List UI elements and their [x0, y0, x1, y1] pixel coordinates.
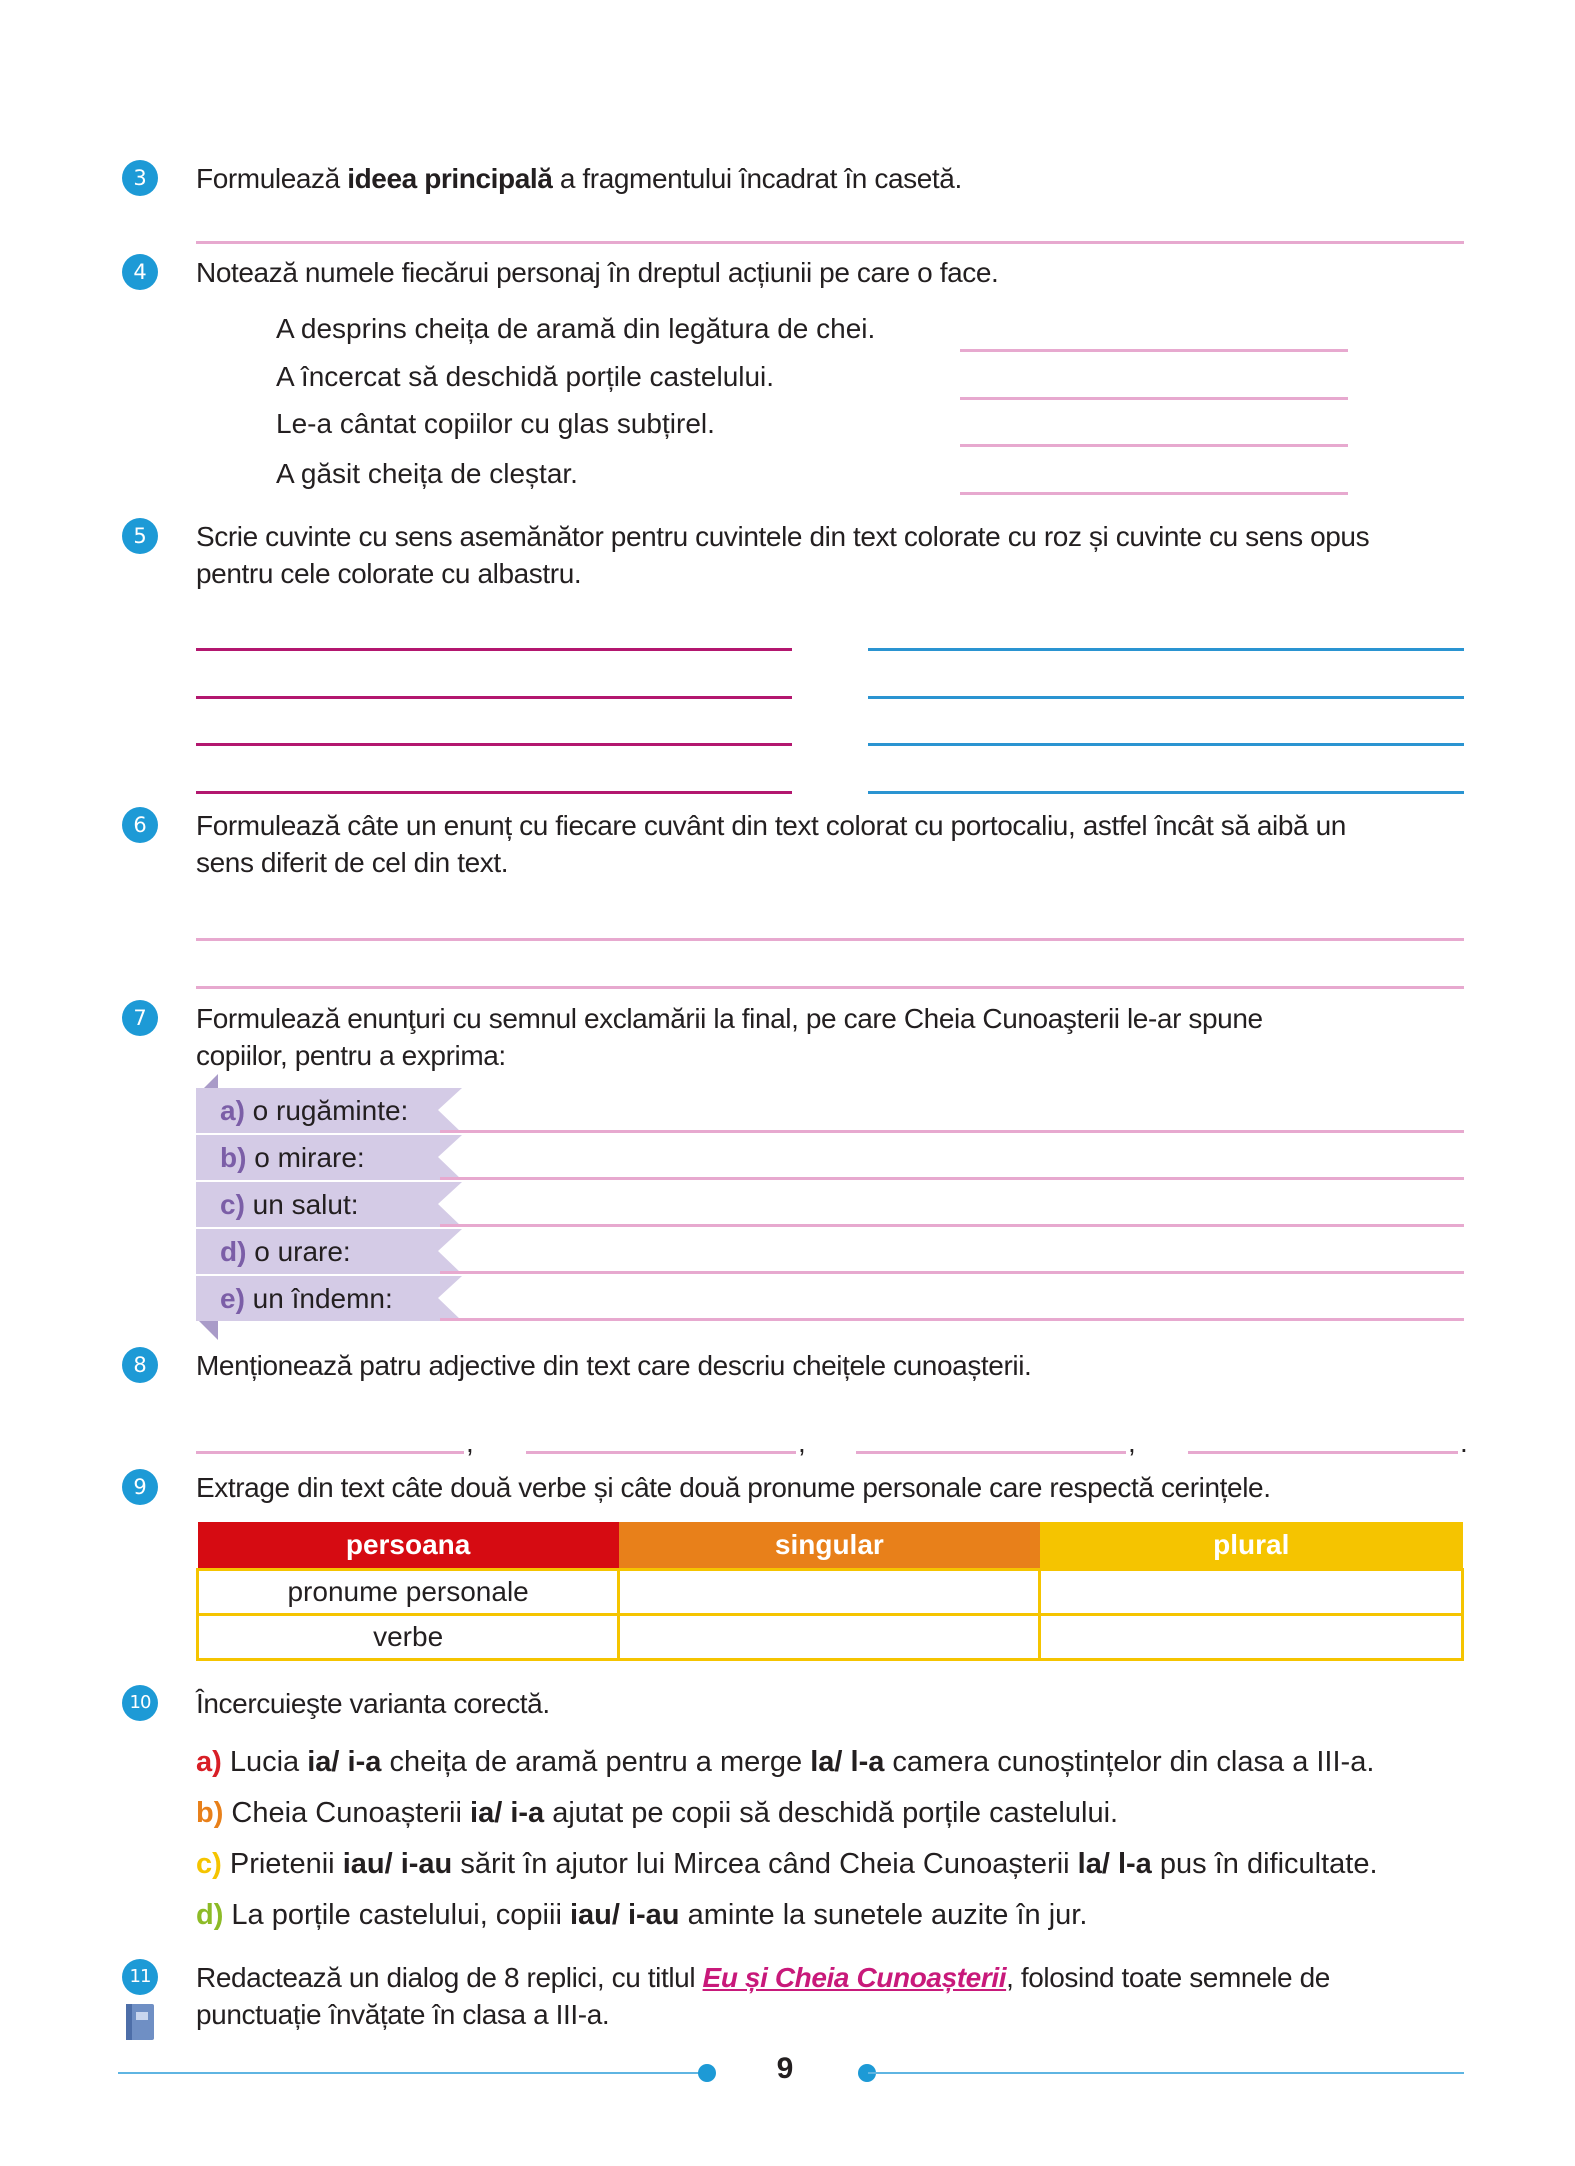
- antonym-line[interactable]: [868, 743, 1464, 746]
- exercise-11-line1: [196, 1959, 1330, 1996]
- period: .: [1460, 1427, 1468, 1458]
- ribbon-item-d: [220, 1230, 351, 1273]
- option-letter: c): [196, 1848, 222, 1880]
- option-d[interactable]: [196, 1896, 1087, 1934]
- answer-line[interactable]: [440, 1224, 1464, 1227]
- notebook-icon: [126, 2004, 156, 2040]
- comma: ,: [798, 1427, 806, 1458]
- adjective-line[interactable]: [1188, 1451, 1458, 1454]
- action-item: A încercat să deschidă porțile castelului.: [276, 361, 775, 392]
- header-persoana: persoana: [198, 1522, 619, 1570]
- exercise-3-text: [196, 160, 962, 197]
- ribbon-item-a: [220, 1089, 408, 1132]
- answer-line[interactable]: [196, 938, 1464, 941]
- answer-line[interactable]: [196, 986, 1464, 989]
- option-b[interactable]: [196, 1794, 1118, 1832]
- option-letter: b): [196, 1797, 224, 1829]
- answer-line[interactable]: [960, 349, 1348, 352]
- footer-line-left: [118, 2072, 708, 2074]
- ex3-pre: Formulează: [196, 163, 348, 194]
- table-cell[interactable]: [619, 1570, 1040, 1615]
- option-text: Prietenii: [221, 1848, 343, 1880]
- table-cell[interactable]: [619, 1615, 1040, 1660]
- adjective-line[interactable]: [196, 1451, 464, 1454]
- answer-line[interactable]: [440, 1177, 1464, 1180]
- synonym-line[interactable]: [196, 791, 792, 794]
- synonym-line[interactable]: [196, 696, 792, 699]
- answer-line[interactable]: [960, 397, 1348, 400]
- exercise-9-text: Extrage din text câte două verbe și câte două pronume personale care respectă cerințele.: [196, 1472, 1271, 1503]
- table-header-row: [198, 1522, 1463, 1570]
- comma: ,: [466, 1427, 474, 1458]
- ribbon-item-c: [220, 1183, 359, 1226]
- footer-dot-left: [698, 2064, 716, 2082]
- option-a[interactable]: [196, 1743, 1374, 1781]
- comma: ,: [1128, 1427, 1136, 1458]
- ribbon-item-b: [220, 1136, 365, 1179]
- exercise-number-5: 5: [122, 518, 158, 554]
- page-number: 9: [776, 2052, 794, 2085]
- item-letter: d): [220, 1236, 247, 1267]
- option-text: Lucia: [221, 1746, 308, 1778]
- table-row: [198, 1615, 1463, 1660]
- exercise-7-line2: copiilor, pentru a exprima:: [196, 1040, 506, 1071]
- option-choice[interactable]: ia/ i-a: [470, 1797, 545, 1829]
- item-letter: b): [220, 1142, 247, 1173]
- action-item: Le-a cântat copiilor cu glas subțirel.: [276, 408, 715, 439]
- answer-line[interactable]: [440, 1318, 1464, 1321]
- exercise-8-text: Menționează patru adjective din text care descriu cheițele cunoașterii.: [196, 1350, 1032, 1381]
- option-choice[interactable]: la/ l-a: [810, 1746, 885, 1778]
- header-singular: singular: [619, 1522, 1040, 1570]
- exercise-number-7: 7: [122, 1000, 158, 1036]
- antonym-line[interactable]: [868, 648, 1464, 651]
- option-choice[interactable]: iau/ i-au: [569, 1899, 680, 1931]
- exercise-number-11: 11: [122, 1959, 158, 1995]
- exercise-10-text: Încercuieşte varianta corectă.: [196, 1688, 550, 1719]
- option-text: pus în dificultate.: [1151, 1848, 1378, 1880]
- ex11-text: , folosind toate semnele de: [1006, 1962, 1330, 1993]
- option-choice[interactable]: la/ l-a: [1077, 1848, 1152, 1880]
- exercise-5-line1: Scrie cuvinte cu sens asemănător pentru cuvintele din text colorate cu roz și cuvinte cu sens opus: [196, 521, 1370, 552]
- option-c[interactable]: [196, 1845, 1378, 1883]
- option-text: camera cunoștințelor din clasa a III-a.: [884, 1746, 1375, 1778]
- dialog-title: Eu și Cheia Cunoașterii: [702, 1962, 1007, 1993]
- item-text: un îndemn:: [244, 1283, 393, 1314]
- item-letter: a): [220, 1095, 245, 1126]
- adjective-line[interactable]: [856, 1451, 1126, 1454]
- antonym-line[interactable]: [868, 791, 1464, 794]
- option-letter: d): [196, 1899, 224, 1931]
- exercise-number-3: 3: [122, 160, 158, 196]
- synonym-line[interactable]: [196, 743, 792, 746]
- item-letter: c): [220, 1189, 245, 1220]
- exercise-11-line2: punctuație învățate în clasa a III-a.: [196, 1999, 610, 2030]
- exercise-6-line1: Formulează câte un enunț cu fiecare cuvânt din text colorat cu portocaliu, astfel încât să aibă un: [196, 810, 1346, 841]
- answer-line[interactable]: [196, 241, 1464, 244]
- exercise-number-4: 4: [122, 254, 158, 290]
- exercise-6-line2: sens diferit de cel din text.: [196, 847, 509, 878]
- adjective-line[interactable]: [526, 1451, 796, 1454]
- option-choice[interactable]: ia/ i-a: [307, 1746, 382, 1778]
- item-text: o mirare:: [246, 1142, 365, 1173]
- option-text: La porțile castelului, copiii: [223, 1899, 570, 1931]
- item-text: o urare:: [246, 1236, 351, 1267]
- item-text: o rugăminte:: [244, 1095, 409, 1126]
- exercise-number-10: 10: [122, 1685, 158, 1721]
- footer-line-right: [868, 2072, 1464, 2074]
- ex11-text: Redactează un dialog de 8 replici, cu titlul: [196, 1962, 703, 1993]
- action-item: A găsit cheița de cleștar.: [276, 458, 578, 489]
- option-text: Cheia Cunoașterii: [223, 1797, 471, 1829]
- antonym-line[interactable]: [868, 696, 1464, 699]
- table-cell[interactable]: [1040, 1615, 1463, 1660]
- answer-line[interactable]: [960, 444, 1348, 447]
- option-choice[interactable]: iau/ i-au: [342, 1848, 453, 1880]
- table-row: [198, 1570, 1463, 1615]
- answer-line[interactable]: [960, 492, 1348, 495]
- ribbon-item-e: [220, 1277, 393, 1320]
- synonym-line[interactable]: [196, 648, 792, 651]
- exercise-4-text: Notează numele fiecărui personaj în dreptul acțiunii pe care o face.: [196, 257, 999, 288]
- exercise-number-6: 6: [122, 807, 158, 843]
- row-label: verbe: [198, 1615, 619, 1660]
- answer-line[interactable]: [440, 1130, 1464, 1133]
- option-text: ajutat pe copii să deschidă porțile castelului.: [544, 1797, 1119, 1829]
- table-cell[interactable]: [1040, 1570, 1463, 1615]
- action-item: A desprins cheița de aramă din legătura de chei.: [276, 313, 876, 344]
- option-text: aminte la sunetele auzite în jur.: [679, 1899, 1088, 1931]
- answer-line[interactable]: [440, 1271, 1464, 1274]
- item-letter: e): [220, 1283, 245, 1314]
- row-label: pronume personale: [198, 1570, 619, 1615]
- item-text: un salut:: [244, 1189, 359, 1220]
- option-letter: a): [196, 1746, 222, 1778]
- option-text: cheița de aramă pentru a merge: [381, 1746, 811, 1778]
- exercise-number-9: 9: [122, 1469, 158, 1505]
- ex3-bold: ideea principală: [347, 163, 553, 194]
- exercise-number-8: 8: [122, 1347, 158, 1383]
- header-plural: plural: [1040, 1522, 1463, 1570]
- option-text: sărit în ajutor lui Mircea când Cheia Cunoașterii: [452, 1848, 1078, 1880]
- person-table: [196, 1522, 1464, 1661]
- exercise-5-line2: pentru cele colorate cu albastru.: [196, 558, 582, 589]
- ex3-post: a fragmentului încadrat în casetă.: [552, 163, 962, 194]
- exercise-7-line1: Formulează enunţuri cu semnul exclamării la final, pe care Cheia Cunoaşterii le-ar spune: [196, 1003, 1263, 1034]
